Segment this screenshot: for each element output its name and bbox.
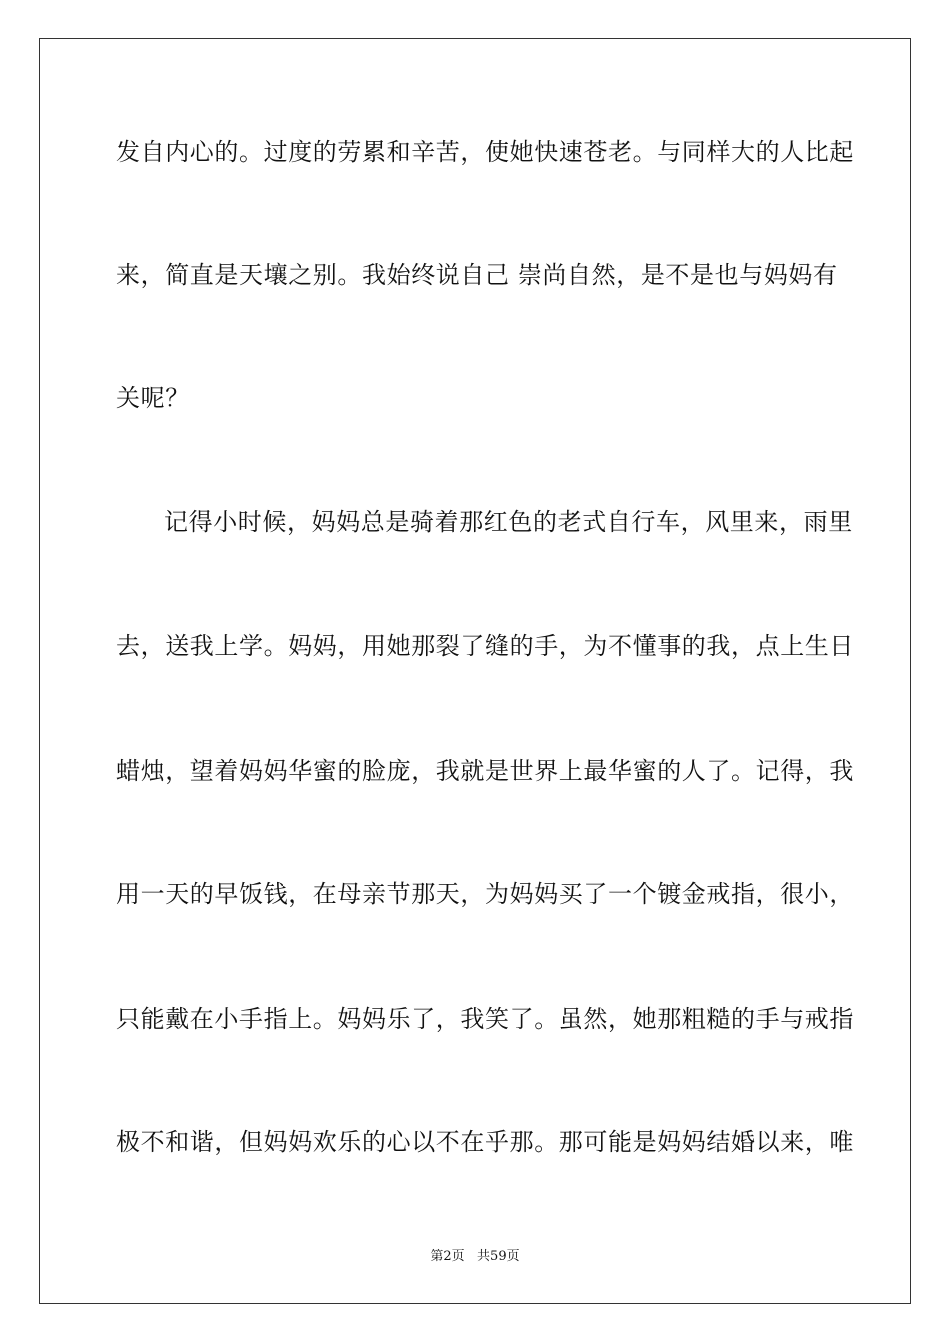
page-border [39, 38, 911, 1304]
body-text-line: 用一天的早饭钱，在母亲节那天，为妈妈买了一个镀金戒指，很小， [116, 880, 854, 908]
body-text-line: 只能戴在小手指上。妈妈乐了，我笑了。虽然，她那粗糙的手与戒指 [116, 1005, 854, 1033]
body-text-line: 来，简直是天壤之别。我始终说自己 崇尚自然，是不是也与妈妈有 [116, 261, 838, 289]
body-text-line: 发自内心的。过度的劳累和辛苦，使她快速苍老。与同样大的人比起 [116, 138, 854, 166]
body-text-line: 去，送我上学。妈妈，用她那裂了缝的手，为不懂事的我，点上生日 [116, 632, 854, 660]
body-text-line: 极不和谐，但妈妈欢乐的心以不在乎那。那可能是妈妈结婚以来，唯 [116, 1128, 854, 1156]
body-text-line: 蜡烛，望着妈妈华蜜的脸庞，我就是世界上最华蜜的人了。记得，我 [116, 757, 854, 785]
body-text-line: 关呢？ [116, 384, 190, 412]
page-number-footer: 第2页 共59页 [430, 1249, 520, 1264]
body-text-line: 记得小时候，妈妈总是骑着那红色的老式自行车，风里来，雨里 [164, 508, 853, 536]
